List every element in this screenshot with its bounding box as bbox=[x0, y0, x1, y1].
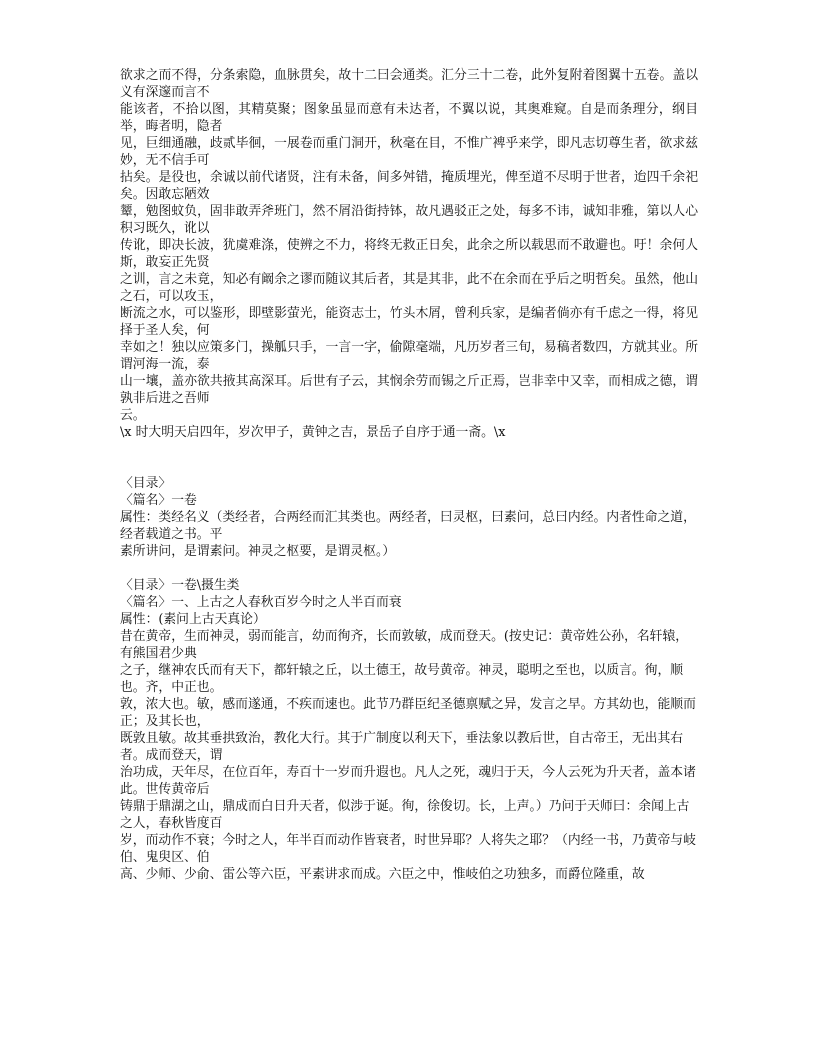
preface-line: 山一壤，盖亦欲共掖其高深耳。后世有子云，其悯余劳而锡之斤正焉，岂非幸中又幸，而相成之德，谓孰非后进之吾师 bbox=[120, 374, 698, 406]
pianming-heading: 〈篇名〉一、上古之人春秋百岁今时之人半百而衰 bbox=[120, 595, 402, 610]
body-line: 敦，浓大也。敏，感而遂通，不疾而速也。此节乃群臣纪圣德禀赋之异，发言之早。方其幼也，能顺而正；及其长也， bbox=[120, 697, 696, 729]
body-line: 治功成，天年尽，在位百年，寿百十一岁而升遐也。凡人之死，魂归于天，今人云死为升天者，盖本诸此。世传黄帝后 bbox=[120, 765, 696, 797]
mulu-heading: 〈目录〉 bbox=[120, 476, 172, 491]
document-page bbox=[120, 67, 698, 883]
shuxing-line: 属性：类经名义（类经者，合两经而汇其类也。两经者，曰灵枢，曰素问，总曰内经。内者性命之道，经者载道之书。平 bbox=[120, 510, 696, 542]
preface-line: 断流之水，可以鉴形，即壁影萤光，能资志士，竹头木屑，曾利兵家，是编者倘亦有千虑之一得，将见择于圣人矣，何 bbox=[120, 306, 698, 338]
shuxing-line: 属性：(素问上古天真论） bbox=[120, 612, 266, 627]
mulu-heading: 〈目录〉一卷\摄生类 bbox=[120, 578, 240, 593]
preface-line: 颦，勉图蚊负，固非敢弄斧班门，然不屑沿街持钵，故凡遇驳正之处，每多不讳，诚知非雅，第以人心积习既久，讹以 bbox=[120, 204, 698, 236]
preface-line: 能该者，不拾以图，其精莫聚；图象虽显而意有未达者，不翼以说，其奥难窥。自是而条理分，纲目举，晦者明，隐者 bbox=[120, 102, 698, 134]
preface-line: 欲求之而不得，分条索隐，血脉贯矣，故十二曰会通类。汇分三十二卷，此外复附着图翼十五卷。盖以义有深邃而言不 bbox=[120, 68, 698, 100]
body-line: 昔在黄帝，生而神灵，弱而能言，幼而徇齐，长而敦敏，成而登天。(按史记：黄帝姓公孙，名轩辕，有熊国君少典 bbox=[120, 629, 689, 661]
preface-line: 拈矣。是役也，余诚以前代诸贤，注有未备，间多舛错，掩质埋光，俾至道不尽明于世者，迨四千余祀矣。因敢忘陋效 bbox=[120, 170, 698, 202]
body-line: 高、少师、少俞、雷公等六臣，平素讲求而成。六臣之中，惟岐伯之功独多，而爵位隆重，故 bbox=[120, 867, 645, 882]
preface-signature: \x 时大明天启四年，岁次甲子，黄钟之吉，景岳子自序于通一斋。\x bbox=[120, 425, 506, 440]
body-line: 岁，而动作不衰；今时之人，年半百而动作皆衰者，时世异耶？人将失之耶？（内经一书，乃黄帝与岐伯、鬼臾区、伯 bbox=[120, 833, 696, 865]
preface-line: 之训，言之未竟，知必有阚余之谬而随议其后者，其是其非，此不在余而在乎后之明哲矣。虽然，他山之石，可以攻玉， bbox=[120, 272, 698, 304]
body-line: 既敦且敏。故其垂拱致治，教化大行。其于广制度以利天下，垂法象以教后世，自古帝王，无出其右者。成而登天，谓 bbox=[120, 731, 684, 763]
shuxing-line: 素所讲问，是谓素问。神灵之枢要，是谓灵枢。） bbox=[120, 544, 396, 559]
preface-line: 云。 bbox=[120, 408, 146, 423]
pianming-heading: 〈篇名〉一卷 bbox=[120, 493, 197, 508]
preface-line: 传讹，即决长波，犹虞难涤，使辨之不力，将终无救正日矣，此余之所以载思而不敢避也。吁！余何人斯，敢妄正先贤 bbox=[120, 238, 698, 270]
preface-line: 见，巨细通融，歧贰毕徊，一展卷而重门洞开，秋毫在目，不惟广裨乎来学，即凡志切尊生者，欲求兹妙，无不信手可 bbox=[120, 136, 698, 168]
body-line: 铸鼎于鼎湖之山，鼎成而白日升天者，似涉于诞。徇，徐俊切。长，上声。）乃问于天师曰：余闻上古之人，春秋皆度百 bbox=[120, 799, 690, 831]
section-shesheng bbox=[120, 577, 698, 883]
body-line: 之子，继神农氏而有天下，都轩辕之丘，以土德王，故号黄帝。神灵，聪明之至也，以质言。徇，顺也。齐，中正也。 bbox=[120, 663, 684, 695]
preface-paragraph bbox=[120, 67, 698, 441]
section-mingyi bbox=[120, 475, 698, 560]
preface-line: 幸如之！独以应策多门，操觚只手，一言一字，偷隙毫端，凡历岁者三旬，易稿者数四，方就其业。所谓河海一流，泰 bbox=[120, 340, 698, 372]
